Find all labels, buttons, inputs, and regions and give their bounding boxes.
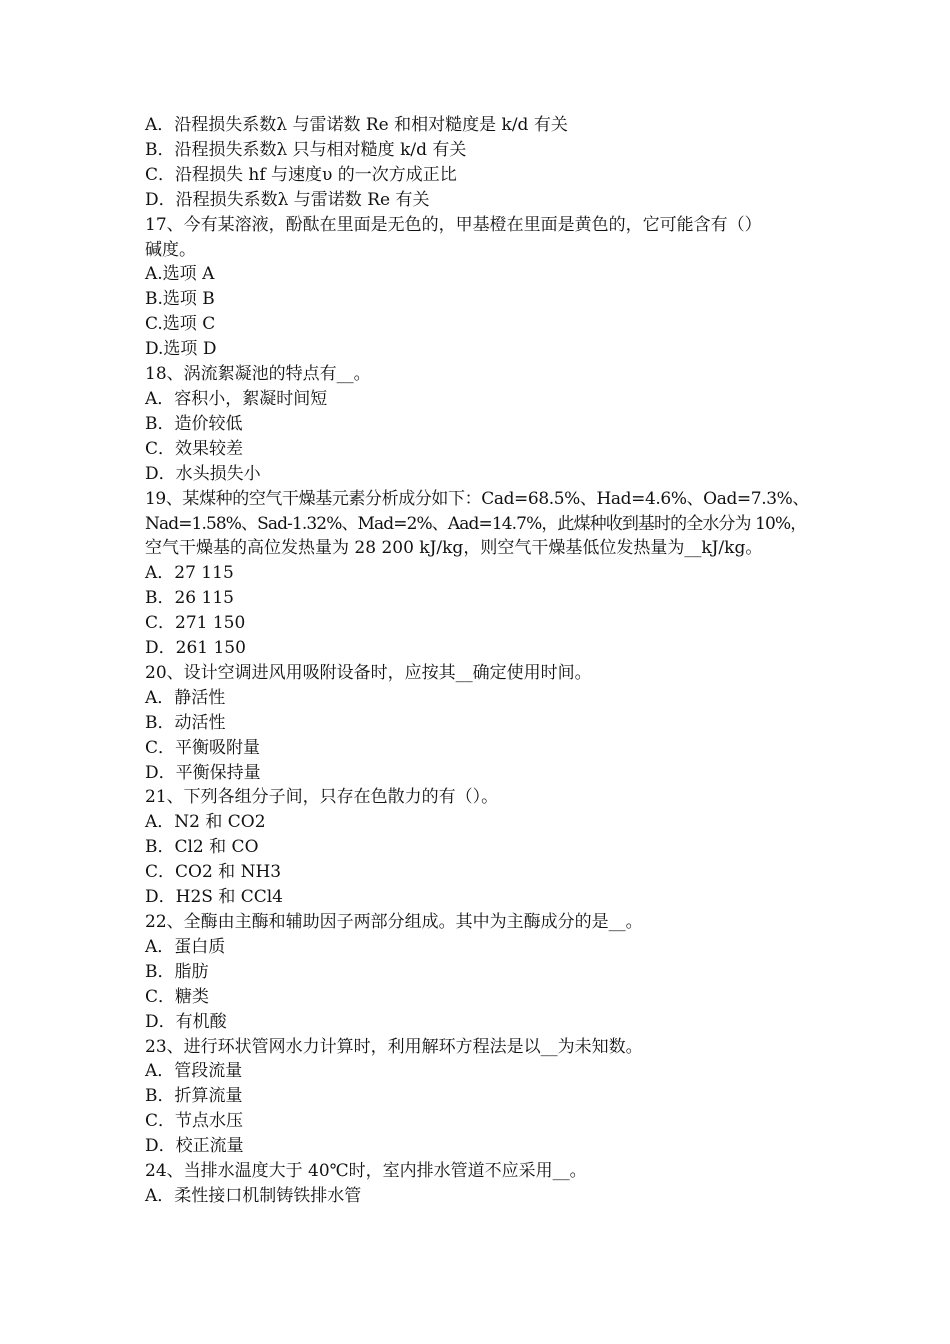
option-b-q16: B．沿程损失系数λ 只与相对糙度 k/d 有关 (145, 139, 467, 160)
option-d-q18: D．水头损失小 (145, 463, 261, 484)
option-c-q20: C．平衡吸附量 (145, 737, 261, 758)
question-19-line-3: 空气干燥基的高位发热量为 28 200 kJ/kg，则空气干燥基低位发热量为__kJ/kg。 (145, 538, 763, 559)
option-d-q23: D．校正流量 (145, 1136, 244, 1157)
option-b-q18: B．造价较低 (145, 413, 243, 434)
question-24: 24、当排水温度大于 40℃时，室内排水管道不应采用__。 (145, 1161, 587, 1182)
option-d-q20: D．平衡保持量 (145, 762, 261, 783)
option-a-q23: A．管段流量 (145, 1061, 243, 1082)
option-a-q18: A．容积小，絮凝时间短 (145, 388, 328, 409)
option-d-q17: D.选项 D (145, 339, 217, 360)
option-c-q22: C．糖类 (145, 986, 210, 1007)
question-17-line-1: 17、今有某溶液，酚酞在里面是无色的，甲基橙在里面是黄色的，它可能含有（） (145, 214, 762, 235)
document-body (145, 113, 810, 1209)
option-a-q24: A．柔性接口机制铸铁排水管 (145, 1185, 362, 1206)
option-a-q17: A.选项 A (145, 264, 215, 285)
option-d-q22: D．有机酸 (145, 1011, 227, 1032)
option-b-q23: B．折算流量 (145, 1086, 243, 1107)
option-b-q19: B．26 115 (145, 588, 234, 609)
option-c-q19: C．271 150 (145, 613, 246, 634)
option-c-q23: C．节点水压 (145, 1111, 244, 1132)
option-a-q20: A．静活性 (145, 687, 226, 708)
option-c-q17: C.选项 C (145, 314, 216, 335)
question-22: 22、全酶由主酶和辅助因子两部分组成。其中为主酶成分的是__。 (145, 912, 643, 932)
question-20: 20、设计空调进风用吸附设备时，应按其__确定使用时间。 (145, 662, 592, 683)
option-a-q22: A．蛋白质 (145, 936, 226, 957)
option-a-q21: A．N2 和 CO2 (145, 812, 266, 833)
option-d-q16: D．沿程损失系数λ 与雷诺数 Re 有关 (145, 189, 430, 210)
option-a-q16: A．沿程损失系数λ 与雷诺数 Re 和相对糙度是 k/d 有关 (145, 115, 568, 135)
question-21: 21、下列各组分子间，只存在色散力的有（）。 (145, 787, 499, 808)
option-c-q16: C．沿程损失 hf 与速度υ 的一次方成正比 (145, 164, 457, 185)
option-d-q19: D．261 150 (145, 638, 246, 659)
option-b-q22: B．脂肪 (145, 961, 209, 982)
option-c-q18: C．效果较差 (145, 438, 244, 459)
option-d-q21: D．H2S 和 CCl4 (145, 887, 283, 908)
question-19-line-1: 19、某煤种的空气干燥基元素分析成分如下：Cad=68.5%、Had=4.6%、Oad=7.3%、 (145, 488, 809, 509)
option-a-q19: A．27 115 (145, 563, 234, 584)
option-c-q21: C．CO2 和 NH3 (145, 862, 282, 883)
option-b-q20: B．动活性 (145, 712, 226, 733)
question-17-line-2: 碱度。 (145, 239, 196, 260)
question-18: 18、涡流絮凝池的特点有__。 (145, 364, 371, 385)
question-19-line-2: Nad=1.58%、Sad-1.32%、Mad=2%、Aad=14.7%，此煤种收到基时的全水分为 10%， (145, 513, 807, 534)
question-23: 23、进行环状管网水力计算时，利用解环方程法是以__为未知数。 (145, 1036, 643, 1057)
option-b-q17: B.选项 B (145, 289, 215, 310)
option-b-q21: B．Cl2 和 CO (145, 837, 259, 858)
